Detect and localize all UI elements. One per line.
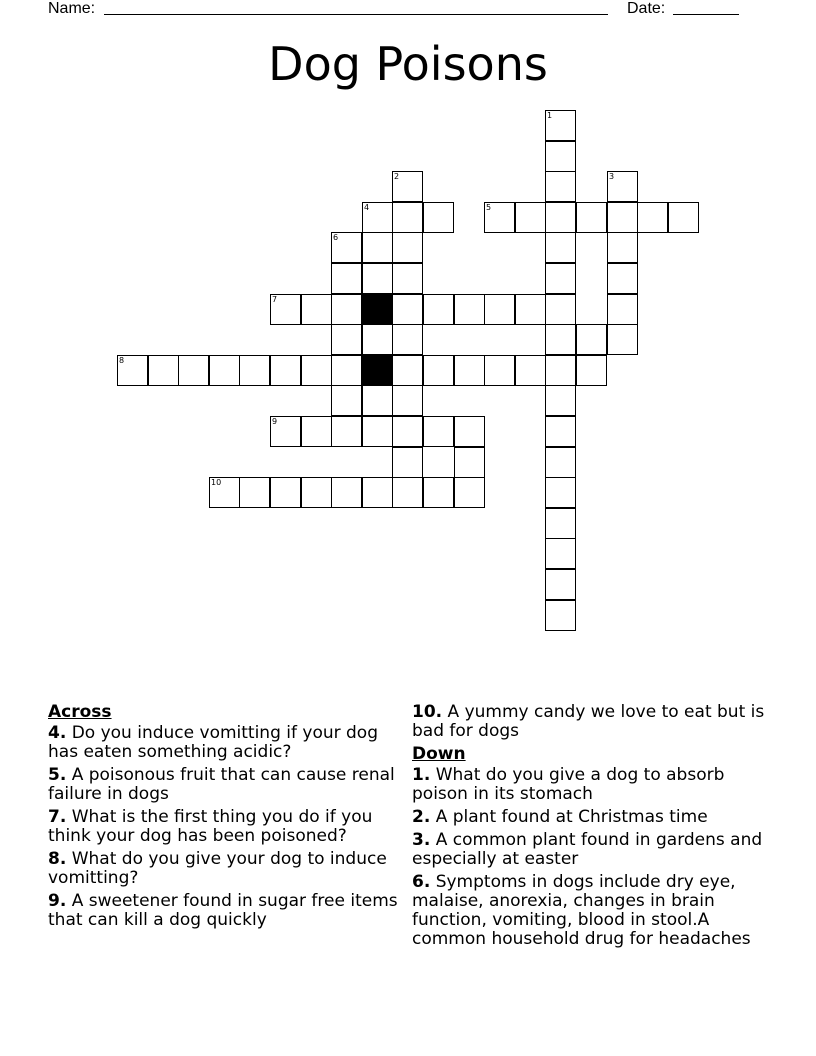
across-clue — [48, 892, 398, 930]
clue-number: 7. — [48, 807, 67, 827]
grid-cell[interactable] — [576, 202, 607, 233]
clue-text: A common plant found in gardens and especially at easter — [412, 830, 763, 869]
clue-number-label: 2 — [394, 172, 400, 181]
grid-cell[interactable] — [515, 355, 546, 386]
clue-text: What do you give your dog to induce vomitting? — [48, 849, 387, 888]
grid-cell[interactable] — [209, 477, 240, 508]
clue-number: 6. — [412, 872, 431, 892]
clue-number: 10. — [412, 702, 443, 722]
grid-cell[interactable] — [301, 355, 332, 386]
grid-cell[interactable] — [331, 294, 362, 325]
grid-cell[interactable] — [270, 416, 301, 447]
grid-cell[interactable] — [331, 232, 362, 263]
clue-text: Do you induce vomitting if your dog has eaten something acidic? — [48, 723, 379, 762]
grid-cell[interactable] — [607, 263, 638, 294]
grid-cell[interactable] — [545, 508, 576, 539]
grid-cell[interactable] — [607, 202, 638, 233]
grid-cell[interactable] — [454, 416, 485, 447]
grid-cell[interactable] — [362, 477, 393, 508]
grid-cell[interactable] — [148, 355, 179, 386]
grid-cell[interactable] — [545, 600, 576, 631]
clue-number: 5. — [48, 765, 67, 785]
name-label: Name: — [48, 0, 96, 17]
clue-number: 1. — [412, 765, 431, 785]
across-clue — [48, 850, 398, 888]
clue-text: A plant found at Christmas time — [435, 807, 708, 827]
grid-cell[interactable] — [270, 477, 301, 508]
grid-cell[interactable] — [270, 294, 301, 325]
grid-cell[interactable] — [362, 324, 393, 355]
grid-cell[interactable] — [392, 416, 423, 447]
clue-number-label: 5 — [486, 203, 492, 212]
grid-cell[interactable] — [576, 355, 607, 386]
grid-cell[interactable] — [331, 416, 362, 447]
grid-cell[interactable] — [362, 232, 393, 263]
across-clue — [412, 703, 772, 741]
grid-cell[interactable] — [301, 294, 332, 325]
grid-cell[interactable] — [392, 232, 423, 263]
grid-cell[interactable] — [423, 416, 454, 447]
grid-cell[interactable] — [576, 324, 607, 355]
clues-column-left — [48, 703, 398, 934]
grid-cell[interactable] — [545, 416, 576, 447]
grid-cell[interactable] — [545, 385, 576, 416]
grid-cell[interactable] — [392, 447, 423, 478]
grid-cell[interactable] — [637, 202, 668, 233]
grid-cell[interactable] — [545, 477, 576, 508]
grid-cell[interactable] — [545, 538, 576, 569]
down-clue — [412, 831, 772, 869]
grid-cell[interactable] — [454, 477, 485, 508]
clue-number-label: 6 — [333, 233, 339, 242]
grid-cell[interactable] — [607, 232, 638, 263]
across-heading: Across — [48, 702, 112, 722]
grid-cell[interactable] — [545, 110, 576, 141]
grid-cell[interactable] — [117, 355, 148, 386]
grid-cell[interactable] — [668, 202, 699, 233]
grid-cell[interactable] — [331, 355, 362, 386]
clue-number-label: 3 — [609, 172, 615, 181]
grid-cell[interactable] — [331, 324, 362, 355]
grid-cell[interactable] — [454, 294, 485, 325]
grid-cell[interactable] — [209, 355, 240, 386]
clue-text: What is the first thing you do if you think your dog has been poisoned? — [48, 807, 373, 846]
grid-block — [362, 355, 393, 386]
clue-number-label: 8 — [119, 356, 125, 365]
grid-cell[interactable] — [392, 171, 423, 202]
down-heading: Down — [412, 744, 466, 764]
clue-number: 2. — [412, 807, 431, 827]
grid-cell[interactable] — [301, 416, 332, 447]
grid-cell[interactable] — [545, 294, 576, 325]
clue-number-label: 7 — [272, 295, 278, 304]
grid-cell[interactable] — [607, 171, 638, 202]
grid-cell[interactable] — [484, 202, 515, 233]
grid-cell[interactable] — [545, 232, 576, 263]
grid-cell[interactable] — [178, 355, 209, 386]
grid-cell[interactable] — [484, 294, 515, 325]
down-clue — [412, 873, 772, 949]
clue-text: A sweetener found in sugar free items that can kill a dog quickly — [48, 891, 398, 930]
grid-cell[interactable] — [362, 416, 393, 447]
grid-cell[interactable] — [423, 294, 454, 325]
grid-cell[interactable] — [607, 324, 638, 355]
clue-text: A poisonous fruit that can cause renal failure in dogs — [48, 765, 395, 804]
grid-cell[interactable] — [392, 202, 423, 233]
across-clue — [48, 724, 398, 762]
clue-number-label: 9 — [272, 417, 278, 426]
clues-column-right — [412, 703, 772, 953]
grid-cell[interactable] — [545, 447, 576, 478]
grid-cell[interactable] — [545, 324, 576, 355]
grid-cell[interactable] — [331, 477, 362, 508]
grid-cell[interactable] — [362, 263, 393, 294]
grid-cell[interactable] — [331, 385, 362, 416]
grid-cell[interactable] — [301, 477, 332, 508]
clue-number-label: 10 — [211, 478, 222, 487]
grid-cell[interactable] — [423, 355, 454, 386]
grid-cell[interactable] — [454, 447, 485, 478]
grid-cell[interactable] — [545, 263, 576, 294]
grid-cell[interactable] — [270, 355, 301, 386]
grid-cell[interactable] — [423, 202, 454, 233]
clue-number-label: 4 — [364, 203, 370, 212]
grid-cell[interactable] — [545, 171, 576, 202]
grid-cell[interactable] — [545, 141, 576, 172]
clue-text: A yummy candy we love to eat but is bad for dogs — [412, 702, 765, 741]
clue-number: 8. — [48, 849, 67, 869]
grid-cell[interactable] — [392, 477, 423, 508]
down-clue — [412, 766, 772, 804]
grid-cell[interactable] — [362, 202, 393, 233]
across-clue — [48, 808, 398, 846]
clue-text: Symptoms in dogs include dry eye, malaise, anorexia, changes in brain function, vomiting, blood in stool.A common household drug for headaches — [412, 872, 751, 949]
down-clue — [412, 808, 772, 827]
page-title: Dog Poisons — [268, 37, 548, 91]
grid-cell[interactable] — [454, 355, 485, 386]
clue-number: 9. — [48, 891, 67, 911]
grid-cell[interactable] — [392, 355, 423, 386]
grid-cell[interactable] — [545, 202, 576, 233]
clue-number: 4. — [48, 723, 67, 743]
grid-cell[interactable] — [515, 294, 546, 325]
across-clue — [48, 766, 398, 804]
grid-cell[interactable] — [515, 202, 546, 233]
grid-cell[interactable] — [484, 355, 515, 386]
grid-cell[interactable] — [239, 355, 270, 386]
date-label: Date: — [627, 0, 666, 17]
grid-cell[interactable] — [331, 263, 362, 294]
grid-cell[interactable] — [392, 294, 423, 325]
grid-cell[interactable] — [392, 324, 423, 355]
clue-number-label: 1 — [547, 111, 553, 120]
grid-cell[interactable] — [545, 355, 576, 386]
clue-text: What do you give a dog to absorb poison in its stomach — [412, 765, 725, 804]
clue-number: 3. — [412, 830, 431, 850]
grid-cell[interactable] — [239, 477, 270, 508]
grid-cell[interactable] — [392, 385, 423, 416]
grid-cell[interactable] — [607, 294, 638, 325]
grid-cell[interactable] — [362, 385, 393, 416]
grid-cell[interactable] — [423, 477, 454, 508]
grid-block — [362, 294, 393, 325]
grid-cell[interactable] — [392, 263, 423, 294]
grid-cell[interactable] — [545, 569, 576, 600]
